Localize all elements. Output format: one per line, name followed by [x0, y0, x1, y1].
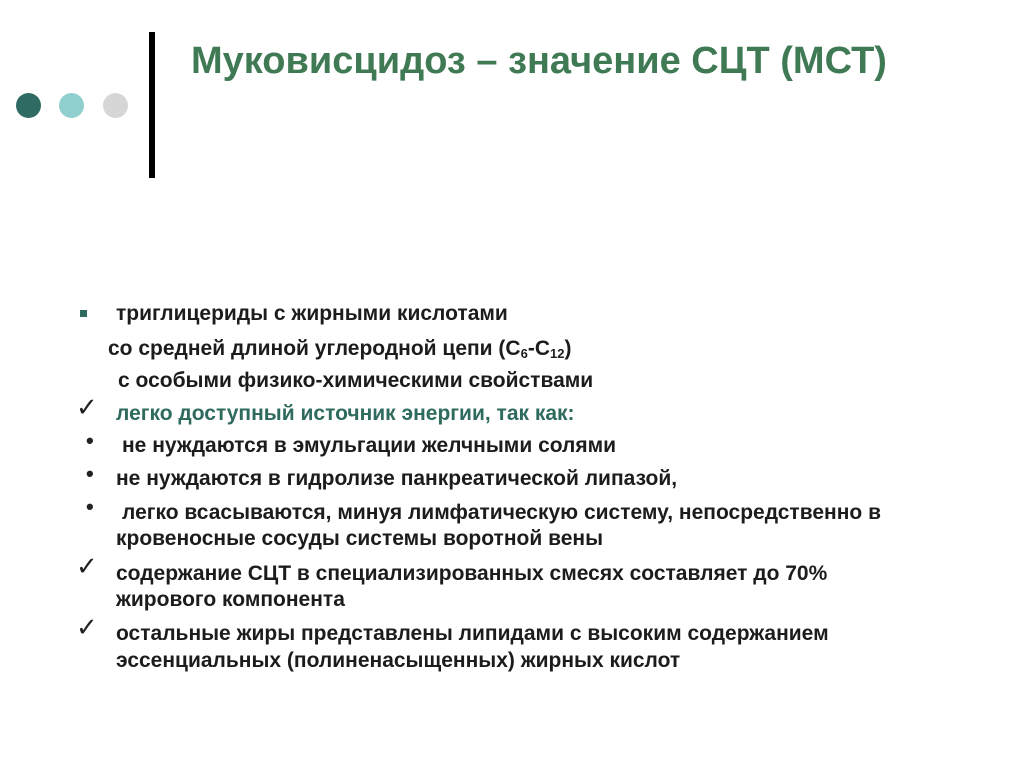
list-item-text: со средней длиной углеродной цепи $(С_6-С_{12})$ [108, 337, 572, 361]
list-item-text: триглицериды с жирными кислотами [116, 302, 508, 325]
square-bullet-icon [80, 310, 87, 317]
list-item-text: остальные жиры представлены липидами с высоким содержанием [116, 622, 829, 645]
slide-title: Муковисцидоз – значение СЦТ (МСТ) [191, 40, 887, 82]
list-item-text: легко всасываются, минуя лимфатическую систему, непосредственно в [122, 501, 881, 524]
check-icon: ✓ [76, 551, 98, 581]
dot-bullet-icon: • [86, 428, 94, 453]
check-icon: ✓ [76, 612, 98, 642]
list-item-text: содержание СЦТ в специализированных смесях составляет до 70% [116, 562, 828, 585]
list-item-text: не нуждаются в эмульгации желчными солями [122, 434, 617, 457]
list-item-text: кровеносные сосуды системы воротной вены [116, 527, 604, 550]
list-item-text: жирового компонента [116, 588, 345, 611]
dot-bullet-icon: • [86, 461, 94, 486]
list-item-text: с особыми физико-химическими свойствами [118, 369, 594, 392]
list-item-text: не нуждаются в гидролизе панкреатической липазой, [116, 467, 678, 490]
check-icon: ✓ [76, 392, 98, 422]
list-item-text: легко доступный источник энергии, так как: [116, 402, 575, 425]
dot-bullet-icon: • [86, 494, 94, 519]
list-item-text: эссенциальных (полиненасыщенных) жирных кислот [116, 649, 681, 672]
